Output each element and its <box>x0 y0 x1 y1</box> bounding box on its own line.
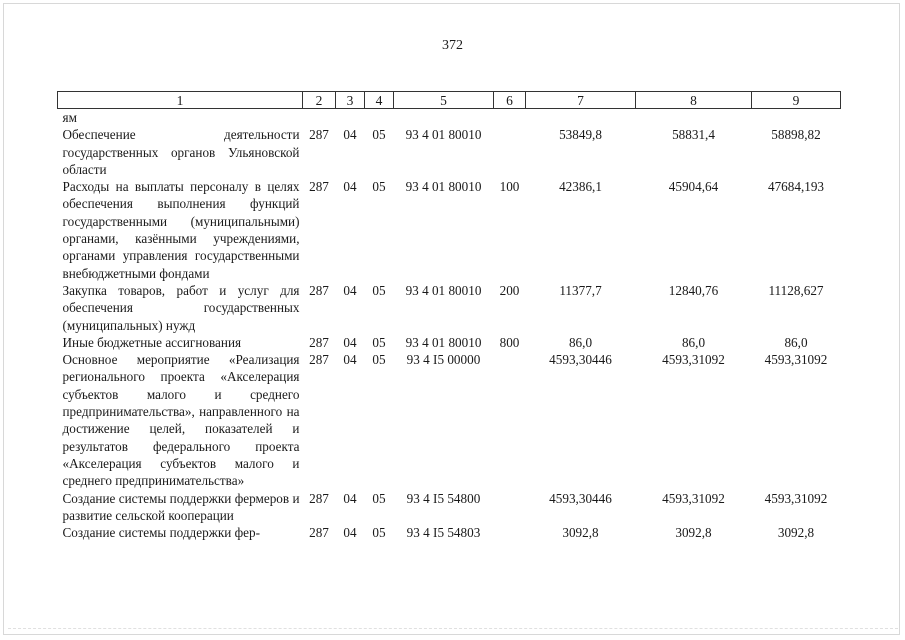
cell-section: 04 <box>343 127 357 143</box>
cell-amount-3: 86,0 <box>784 334 808 350</box>
table-row <box>58 524 841 541</box>
budget-table <box>57 91 841 541</box>
cell-amount-3: 3092,8 <box>777 525 815 541</box>
table-row <box>58 126 841 178</box>
header-cell-8: 8 <box>636 92 752 109</box>
cell-amount-3: 47684,193 <box>767 179 825 195</box>
header-cell-1: 1 <box>58 92 303 109</box>
cell-amount-1: 53849,8 <box>559 127 602 143</box>
cell-target-code: 93 4 01 80010 <box>405 334 482 350</box>
page-number: 372 <box>442 38 463 53</box>
table-row <box>58 490 841 525</box>
header-cell-3: 3 <box>336 92 365 109</box>
cell-expense-type <box>494 490 526 525</box>
cell-chapter: 287 <box>309 334 329 350</box>
header-cell-9: 9 <box>752 92 841 109</box>
cell-chapter: 287 <box>309 525 329 541</box>
cell-amount-2: 45904,64 <box>668 179 719 195</box>
cell-target-code: 93 4 I5 00000 <box>406 352 481 368</box>
cell-section: 04 <box>343 525 357 541</box>
cell-chapter: 287 <box>309 282 329 298</box>
cell-subsection <box>365 109 394 127</box>
cell-target-code <box>394 109 494 127</box>
cell-chapter: 287 <box>309 490 329 506</box>
cell-section: 04 <box>343 179 357 195</box>
cell-amount-1: 86,0 <box>568 334 593 350</box>
cell-target-code: 93 4 I5 54803 <box>406 525 481 541</box>
cell-amount-3: 4593,31092 <box>764 490 828 506</box>
cell-amount-3: 11128,627 <box>768 282 824 298</box>
cell-amount-1: 42386,1 <box>559 179 602 195</box>
cell-section: 04 <box>343 282 357 298</box>
header-row <box>58 92 841 109</box>
cell-amount-3 <box>752 109 841 127</box>
cell-amount-3: 4593,31092 <box>764 352 828 368</box>
cell-amount-2: 4593,31092 <box>662 490 725 506</box>
header-cell-4: 4 <box>365 92 394 109</box>
cell-subsection: 05 <box>372 282 386 298</box>
cell-amount-2: 12840,76 <box>668 282 719 298</box>
cell-expense-type: 800 <box>499 334 520 350</box>
cell-expense-type <box>494 351 526 489</box>
cell-section <box>336 109 365 127</box>
row-name: ям <box>62 110 77 125</box>
cell-subsection: 05 <box>372 352 386 368</box>
row-name: Обеспечение деятельности государственных органов Ульяновской области <box>62 127 300 177</box>
row-name: Иные бюджетные ассигнования <box>62 334 242 350</box>
cell-expense-type: 100 <box>499 179 520 195</box>
cell-expense-type: 200 <box>499 282 520 298</box>
row-name: Расходы на выплаты персоналу в целях обеспечения выполнения функций государственными (муниципальными) органами, казёнными учреждениями, органами управления государственными внебюджетными фондами <box>62 179 300 281</box>
cell-amount-1: 4593,30446 <box>549 352 612 368</box>
row-name: Закупка товаров, работ и услуг для обеспечения государственных (муниципальных) нужд <box>62 282 300 333</box>
cell-target-code: 93 4 01 80010 <box>405 282 482 298</box>
page-bottom-edge <box>8 628 898 629</box>
header-cell-5: 5 <box>394 92 494 109</box>
cell-expense-type <box>494 126 526 178</box>
cell-chapter: 287 <box>309 127 329 143</box>
cell-section: 04 <box>343 490 357 506</box>
cell-amount-2: 4593,31092 <box>662 352 725 368</box>
cell-section: 04 <box>343 352 357 368</box>
row-name: Создание системы поддержки фермеров и развитие сельской кооперации <box>62 490 300 523</box>
row-name: Основное мероприятие «Реализация регионального проекта «Акселерация субъектов малого и среднего предпринимательства», направленного на достижение целей, показателей и результатов федерального проекта «Акселерация субъектов малого и среднего предпринимательства» <box>62 352 300 489</box>
cell-amount-2: 86,0 <box>681 334 706 350</box>
cell-amount-1: 4593,30446 <box>549 490 612 506</box>
cell-subsection: 05 <box>372 127 386 143</box>
cell-target-code: 93 4 01 80010 <box>405 179 482 195</box>
header-cell-7: 7 <box>526 92 636 109</box>
cell-target-code: 93 4 01 80010 <box>405 127 482 143</box>
table-row <box>58 351 841 489</box>
table-row <box>58 109 841 127</box>
table-row <box>58 282 841 334</box>
cell-target-code: 93 4 I5 54800 <box>406 490 481 506</box>
header-cell-2: 2 <box>303 92 336 109</box>
cell-amount-2 <box>636 109 752 127</box>
cell-expense-type <box>494 109 526 127</box>
cell-chapter: 287 <box>309 352 329 368</box>
cell-amount-1: 11377,7 <box>559 282 602 298</box>
header-cell-6: 6 <box>494 92 526 109</box>
cell-subsection: 05 <box>372 179 386 195</box>
cell-amount-1: 3092,8 <box>562 525 599 541</box>
table-row <box>58 334 841 351</box>
table-row <box>58 178 841 282</box>
cell-subsection: 05 <box>372 334 386 350</box>
cell-subsection: 05 <box>372 490 386 506</box>
cell-expense-type <box>494 524 526 541</box>
cell-subsection: 05 <box>372 525 386 541</box>
cell-amount-2: 3092,8 <box>675 525 712 541</box>
cell-amount-1 <box>526 109 636 127</box>
cell-chapter <box>303 109 336 127</box>
cell-chapter: 287 <box>309 179 329 195</box>
cell-amount-3: 58898,82 <box>771 127 821 143</box>
cell-section: 04 <box>343 334 357 350</box>
cell-amount-2: 58831,4 <box>672 127 715 143</box>
row-name: Создание системы поддержки фер- <box>62 525 260 541</box>
